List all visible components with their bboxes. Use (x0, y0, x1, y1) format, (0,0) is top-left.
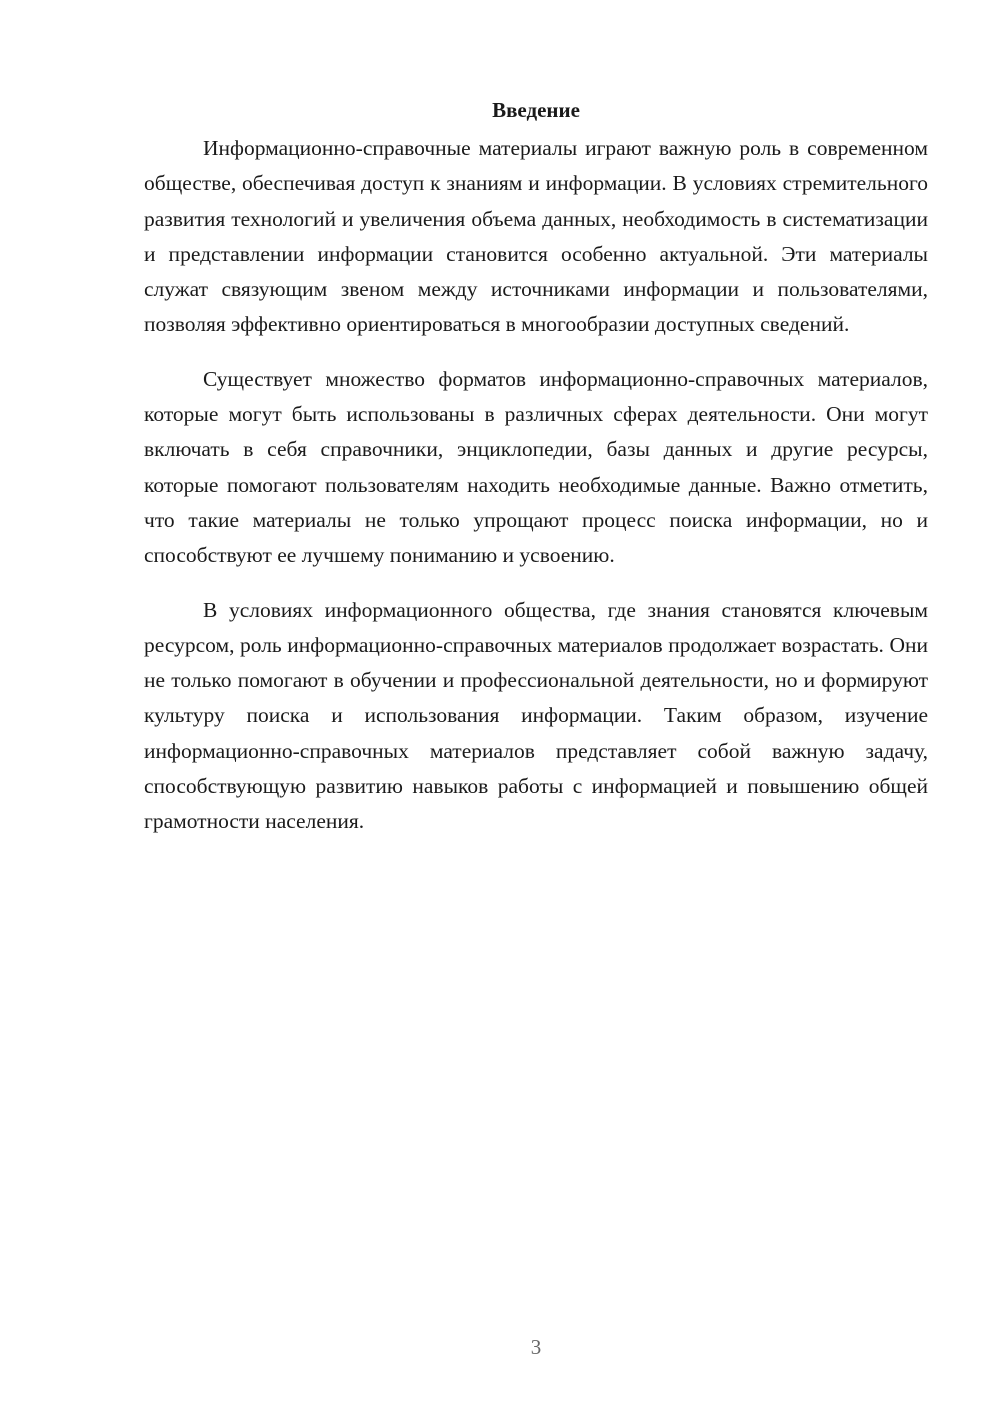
page-number: 3 (530, 1335, 542, 1359)
paragraph-3: В условиях информационного общества, где знания становятся ключевым ресурсом, роль информационно-справочных материалов продолжает возрастать. Они не только помогают в обучении и профессиональной деятельности, но и формируют культуру поиска и использования информации. Таким образом, изучение информационно-справочных материалов представляет собой важную задачу, способствующую развитию навыков работы с информацией и повышению общей грамотности населения. (144, 597, 928, 834)
paragraph-2: Существует множество форматов информационно-справочных материалов, которые могут быть использованы в различных сферах деятельности. Они могут включать в себя справочники, энциклопедии, базы данных и другие ресурсы, которые помогают пользователям находить необходимые данные. Важно отметить, что такие материалы не только упрощают процесс поиска информации, но и способствуют ее лучшему пониманию и усвоению. (144, 366, 928, 568)
paragraph-1: Информационно-справочные материалы играют важную роль в современном обществе, обеспечивая доступ к знаниям и информации. В условиях стремительного развития технологий и увеличения объема данных, необходимость в систематизации и представлении информации становится особенно актуальной. Эти материалы служат связующим звеном между источниками информации и пользователями, позволяя эффективно ориентироваться в многообразии доступных сведений. (144, 136, 928, 337)
page-content (144, 92, 928, 859)
section-heading: Введение (492, 98, 580, 122)
